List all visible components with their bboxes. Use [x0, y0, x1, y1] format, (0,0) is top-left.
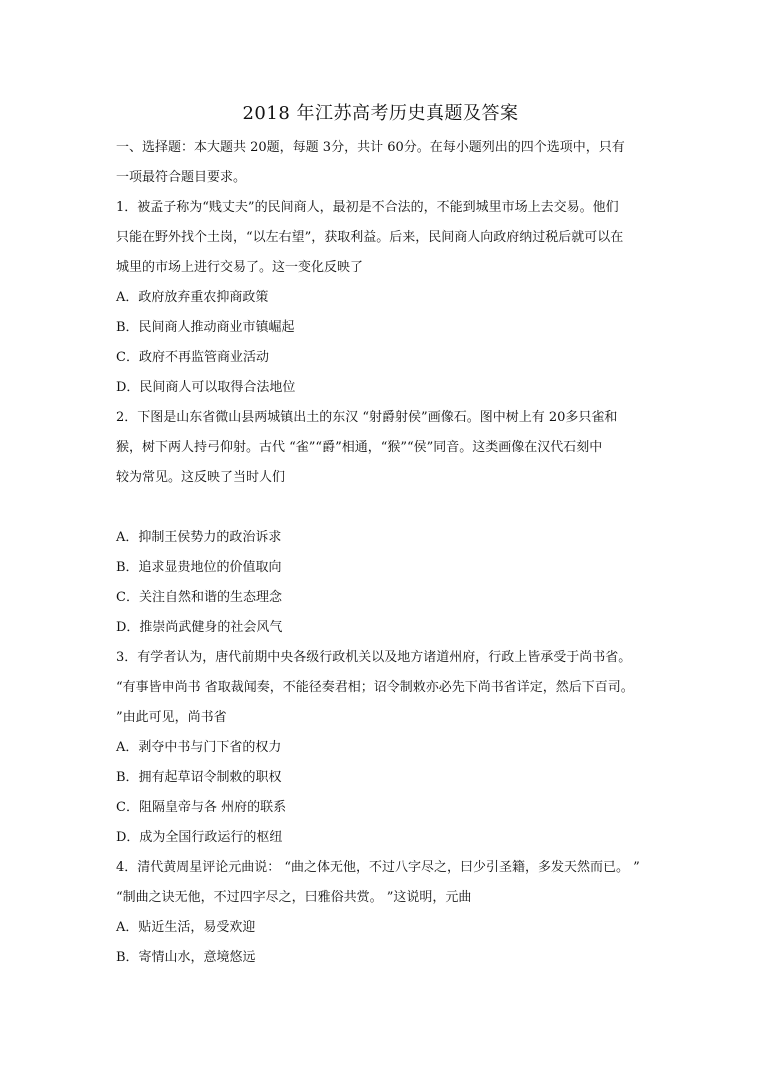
section-intro-line: 一项最符合题目要求。	[116, 170, 247, 185]
question-2-stem-line: 2．下图是山东省微山县两城镇出土的东汉 “射爵射侯”画像石。图中树上有 20多只雀和	[116, 410, 618, 425]
question-2-option-d: D．推崇尚武健身的社会风气	[116, 620, 283, 635]
question-3-option-c: C．阻隔皇帝与各 州府的联系	[116, 800, 287, 815]
question-1-stem-line: 1．被孟子称为“贱丈夫”的民间商人，最初是不合法的，不能到城里市场上去交易。他们	[116, 200, 619, 215]
section-intro-line: 一、选择题：本大题共 20题，每题 3分，共计 60分。在每小题列出的四个选项中，只有	[116, 140, 625, 155]
question-4-option-b: B．寄情山水，意境悠远	[116, 950, 256, 965]
question-2-option-a: A．抑制王侯势力的政治诉求	[116, 530, 282, 545]
question-4-stem-line: 4．清代黄周星评论元曲说： “曲之体无他，不过八字尽之，曰少引圣籍，多发天然而已。 ”	[116, 860, 640, 875]
question-2-stem-line: 猴，树下两人持弓仰射。古代 “雀”“爵”相通，“猴”“侯”同音。这类画像在汉代石刻中	[116, 440, 603, 455]
question-3-option-d: D．成为全国行政运行的枢纽	[116, 830, 283, 845]
question-1-option-d: D．民间商人可以取得合法地位	[116, 380, 296, 395]
question-3-option-b: B．拥有起草诏令制敕的职权	[116, 770, 282, 785]
question-1-stem-line: 城里的市场上进行交易了。这一变化反映了	[116, 260, 364, 275]
question-3-stem-line: “有事皆申尚书 省取裁闻奏，不能径奏君相；诏令制敕亦必先下尚书省详定，然后下百司。	[116, 680, 634, 695]
question-4-stem-line: “制曲之诀无他，不过四字尽之，曰雅俗共赏。 ”这说明，元曲	[116, 890, 472, 905]
question-1-option-c: C．政府不再监管商业活动	[116, 350, 269, 365]
question-3-option-a: A．剥夺中书与门下省的权力	[116, 740, 282, 755]
question-3-stem-line: 3．有学者认为，唐代前期中央各级行政机关以及地方诸道州府，行政上皆承受于尚书省。	[116, 650, 632, 665]
document-title: 2018 年江苏高考历史真题及答案	[242, 103, 519, 124]
question-4-option-a: A．贴近生活，易受欢迎	[116, 920, 256, 935]
question-1-option-a: A．政府放弃重农抑商政策	[116, 290, 269, 305]
question-2-image-placeholder	[116, 496, 656, 526]
question-2-stem-line: 较为常见。这反映了当时人们	[116, 470, 286, 485]
question-2-option-c: C．关注自然和谐的生态理念	[116, 590, 282, 605]
question-1-option-b: B．民间商人推动商业市镇崛起	[116, 320, 295, 335]
document-body	[116, 136, 656, 976]
question-3-stem-line: ”由此可见，尚书省	[116, 710, 227, 725]
question-2-option-b: B．追求显贵地位的价值取向	[116, 560, 282, 575]
question-1-stem-line: 只能在野外找个土岗，“以左右望”，获取利益。后来，民间商人向政府纳过税后就可以在	[116, 230, 624, 245]
